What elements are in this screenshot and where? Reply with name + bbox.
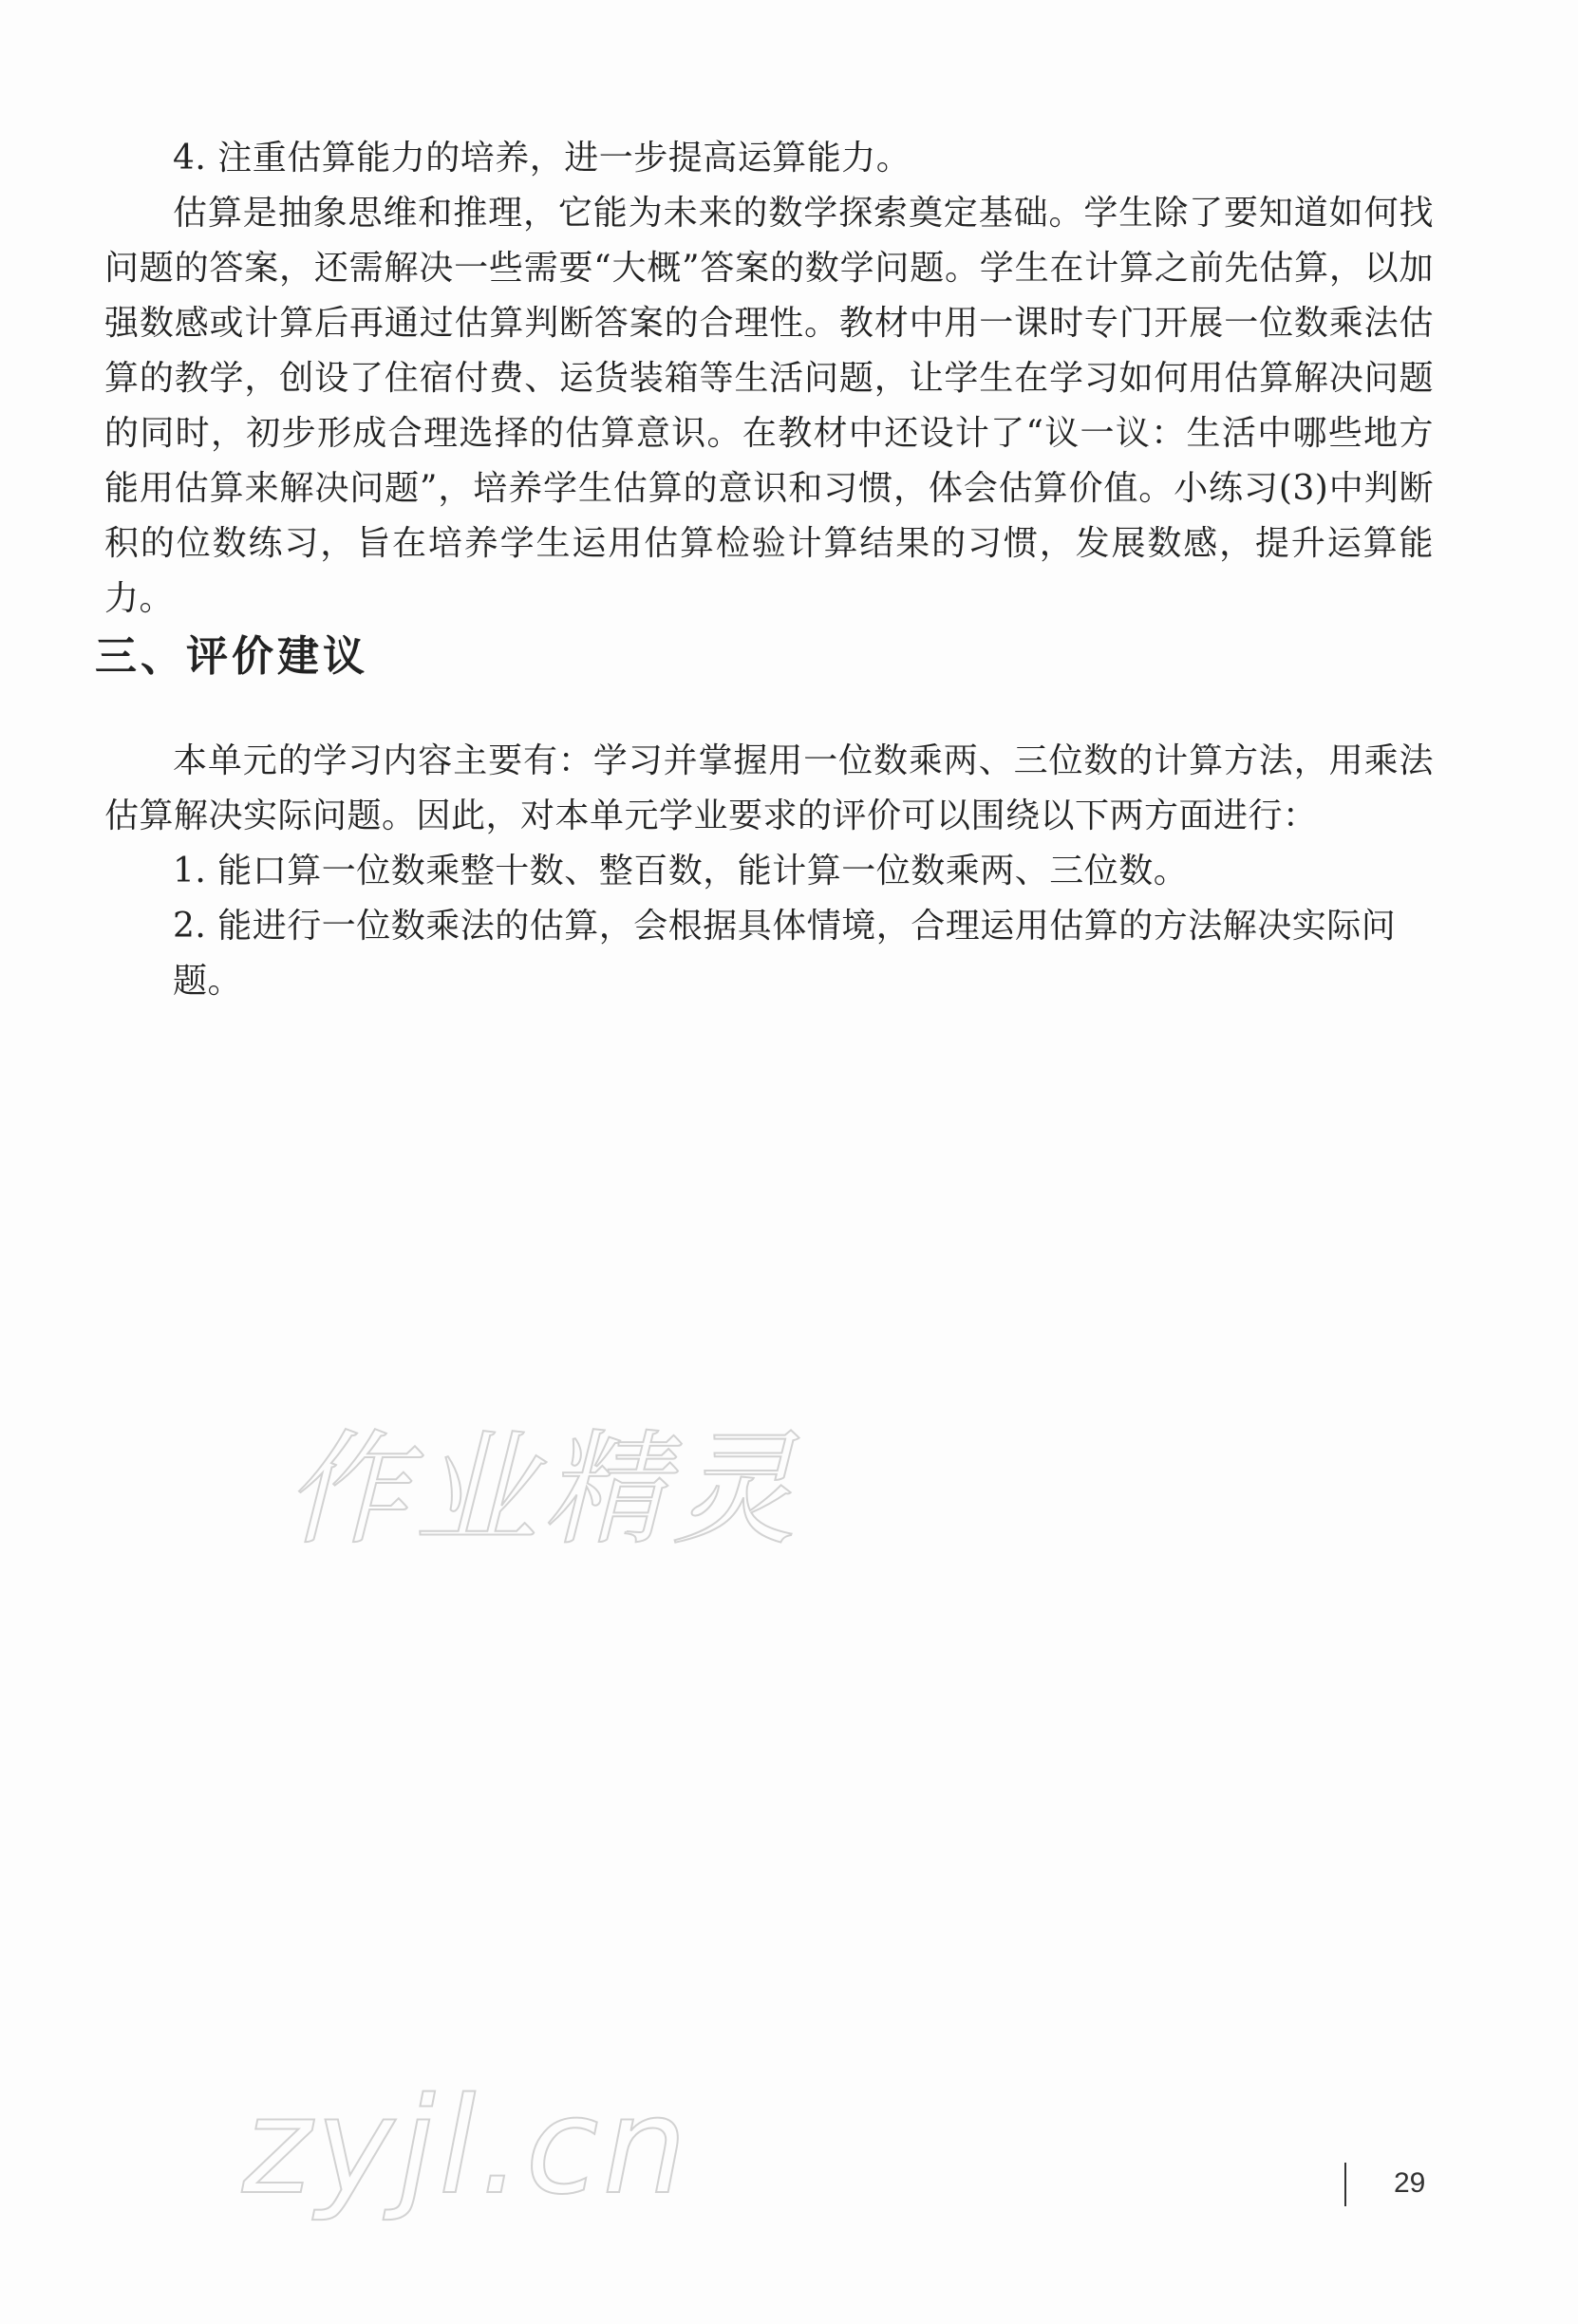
evaluation-block: [104, 734, 1434, 1009]
page-number-divider: [1344, 2163, 1346, 2206]
evaluation-heading: 三、评价建议: [95, 632, 368, 681]
item-four-title: 4. 注重估算能力的培养，进一步提高运算能力。: [173, 139, 911, 178]
evaluation-item-1: 1. 能口算一位数乘整十数、整百数，能计算一位数乘两、三位数。: [173, 852, 1189, 890]
watermark-logo-text: 作业精灵: [285, 1417, 802, 1562]
page-number: 29: [1394, 2167, 1426, 2199]
watermark-url-text: zyjl.cn: [242, 2070, 691, 2224]
evaluation-intro: 本单元的学习内容主要有：学习并掌握用一位数乘两、三位数的计算方法，用乘法估算解决实际问题。因此，对本单元学业要求的评价可以围绕以下两方面进行：: [104, 741, 1434, 835]
estimation-paragraph: 估算是抽象思维和推理，它能为未来的数学探索奠定基础。学生除了要知道如何找问题的答案，还需解决一些需要“大概”答案的数学问题。学生在计算之前先估算，以加强数感或计算后再通过估算判断答案的合理性。教材中用一课时专门开展一位数乘法估算的教学，创设了住宿付费、运货装箱等生活问题，让学生在学习如何用估算解决问题的同时，初步形成合理选择的估算意识。在教材中还设计了“议一议：生活中哪些地方能用估算来解决问题”，培养学生估算的意识和习惯，体会估算价值。小练习(3)中判断积的位数练习，旨在培养学生运用估算检验计算结果的习惯，发展数感，提升运算能力。: [104, 194, 1434, 618]
section-four-block: [104, 131, 1434, 627]
evaluation-item-2: 2. 能进行一位数乘法的估算，会根据具体情境，合理运用估算的方法解决实际问题。: [173, 907, 1397, 1001]
